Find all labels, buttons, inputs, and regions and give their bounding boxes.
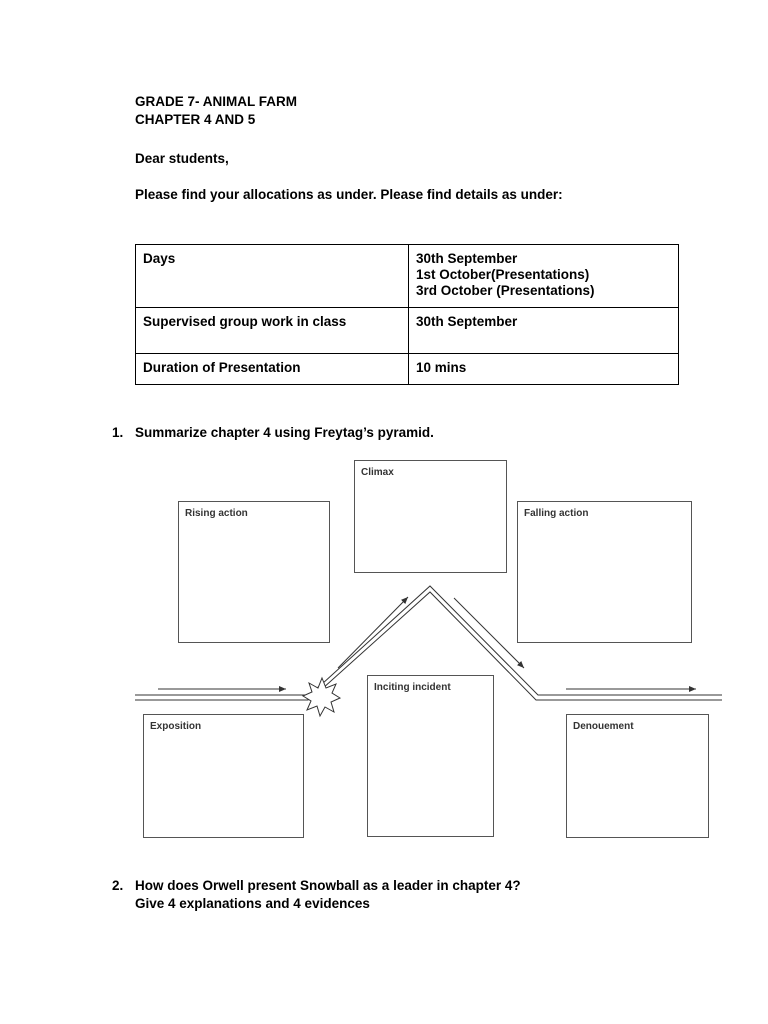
question-text: Summarize chapter 4 using Freytag’s pyramid.: [135, 425, 434, 440]
arrow-falling: [454, 598, 524, 668]
question-line: How does Orwell present Snowball as a leader in chapter 4?: [135, 878, 521, 893]
table-cell-line: 1st October(Presentations): [416, 267, 590, 282]
inciting-incident-label: Inciting incident: [374, 682, 451, 693]
intro-text: Please find your allocations as under. Please find details as under:: [135, 187, 563, 202]
rising-action-label: Rising action: [185, 508, 248, 519]
question-text: [135, 877, 521, 913]
starburst-icon: [303, 678, 340, 716]
exposition-label: Exposition: [150, 721, 202, 732]
document-title: GRADE 7- ANIMAL FARM: [135, 94, 297, 109]
table-cell-line: 30th September: [416, 251, 518, 266]
question-line: Give 4 explanations and 4 evidences: [135, 896, 370, 911]
denouement-box: [566, 714, 709, 838]
denouement-label: Denouement: [573, 721, 634, 732]
exposition-box: [143, 714, 304, 838]
arrow-rising: [338, 597, 408, 668]
question-2: [112, 877, 612, 913]
table-cell-label: Days: [136, 245, 409, 308]
rising-action-box: [178, 501, 330, 643]
climax-label: Climax: [361, 467, 394, 478]
table-cell-label: Supervised group work in class: [136, 308, 409, 354]
falling-action-label: Falling action: [524, 508, 589, 519]
table-cell-line: 30th September: [416, 314, 518, 329]
question-number: 1.: [112, 425, 124, 440]
table-cell-line: 10 mins: [416, 360, 467, 375]
table-cell-label: Duration of Presentation: [136, 354, 409, 385]
falling-action-box: [517, 501, 692, 643]
greeting: Dear students,: [135, 151, 229, 166]
document-subtitle: CHAPTER 4 AND 5: [135, 112, 256, 127]
question-number: 2.: [112, 878, 124, 893]
climax-box: [354, 460, 507, 573]
inciting-incident-box: [367, 675, 494, 837]
table-cell-line: 3rd October (Presentations): [416, 283, 595, 298]
